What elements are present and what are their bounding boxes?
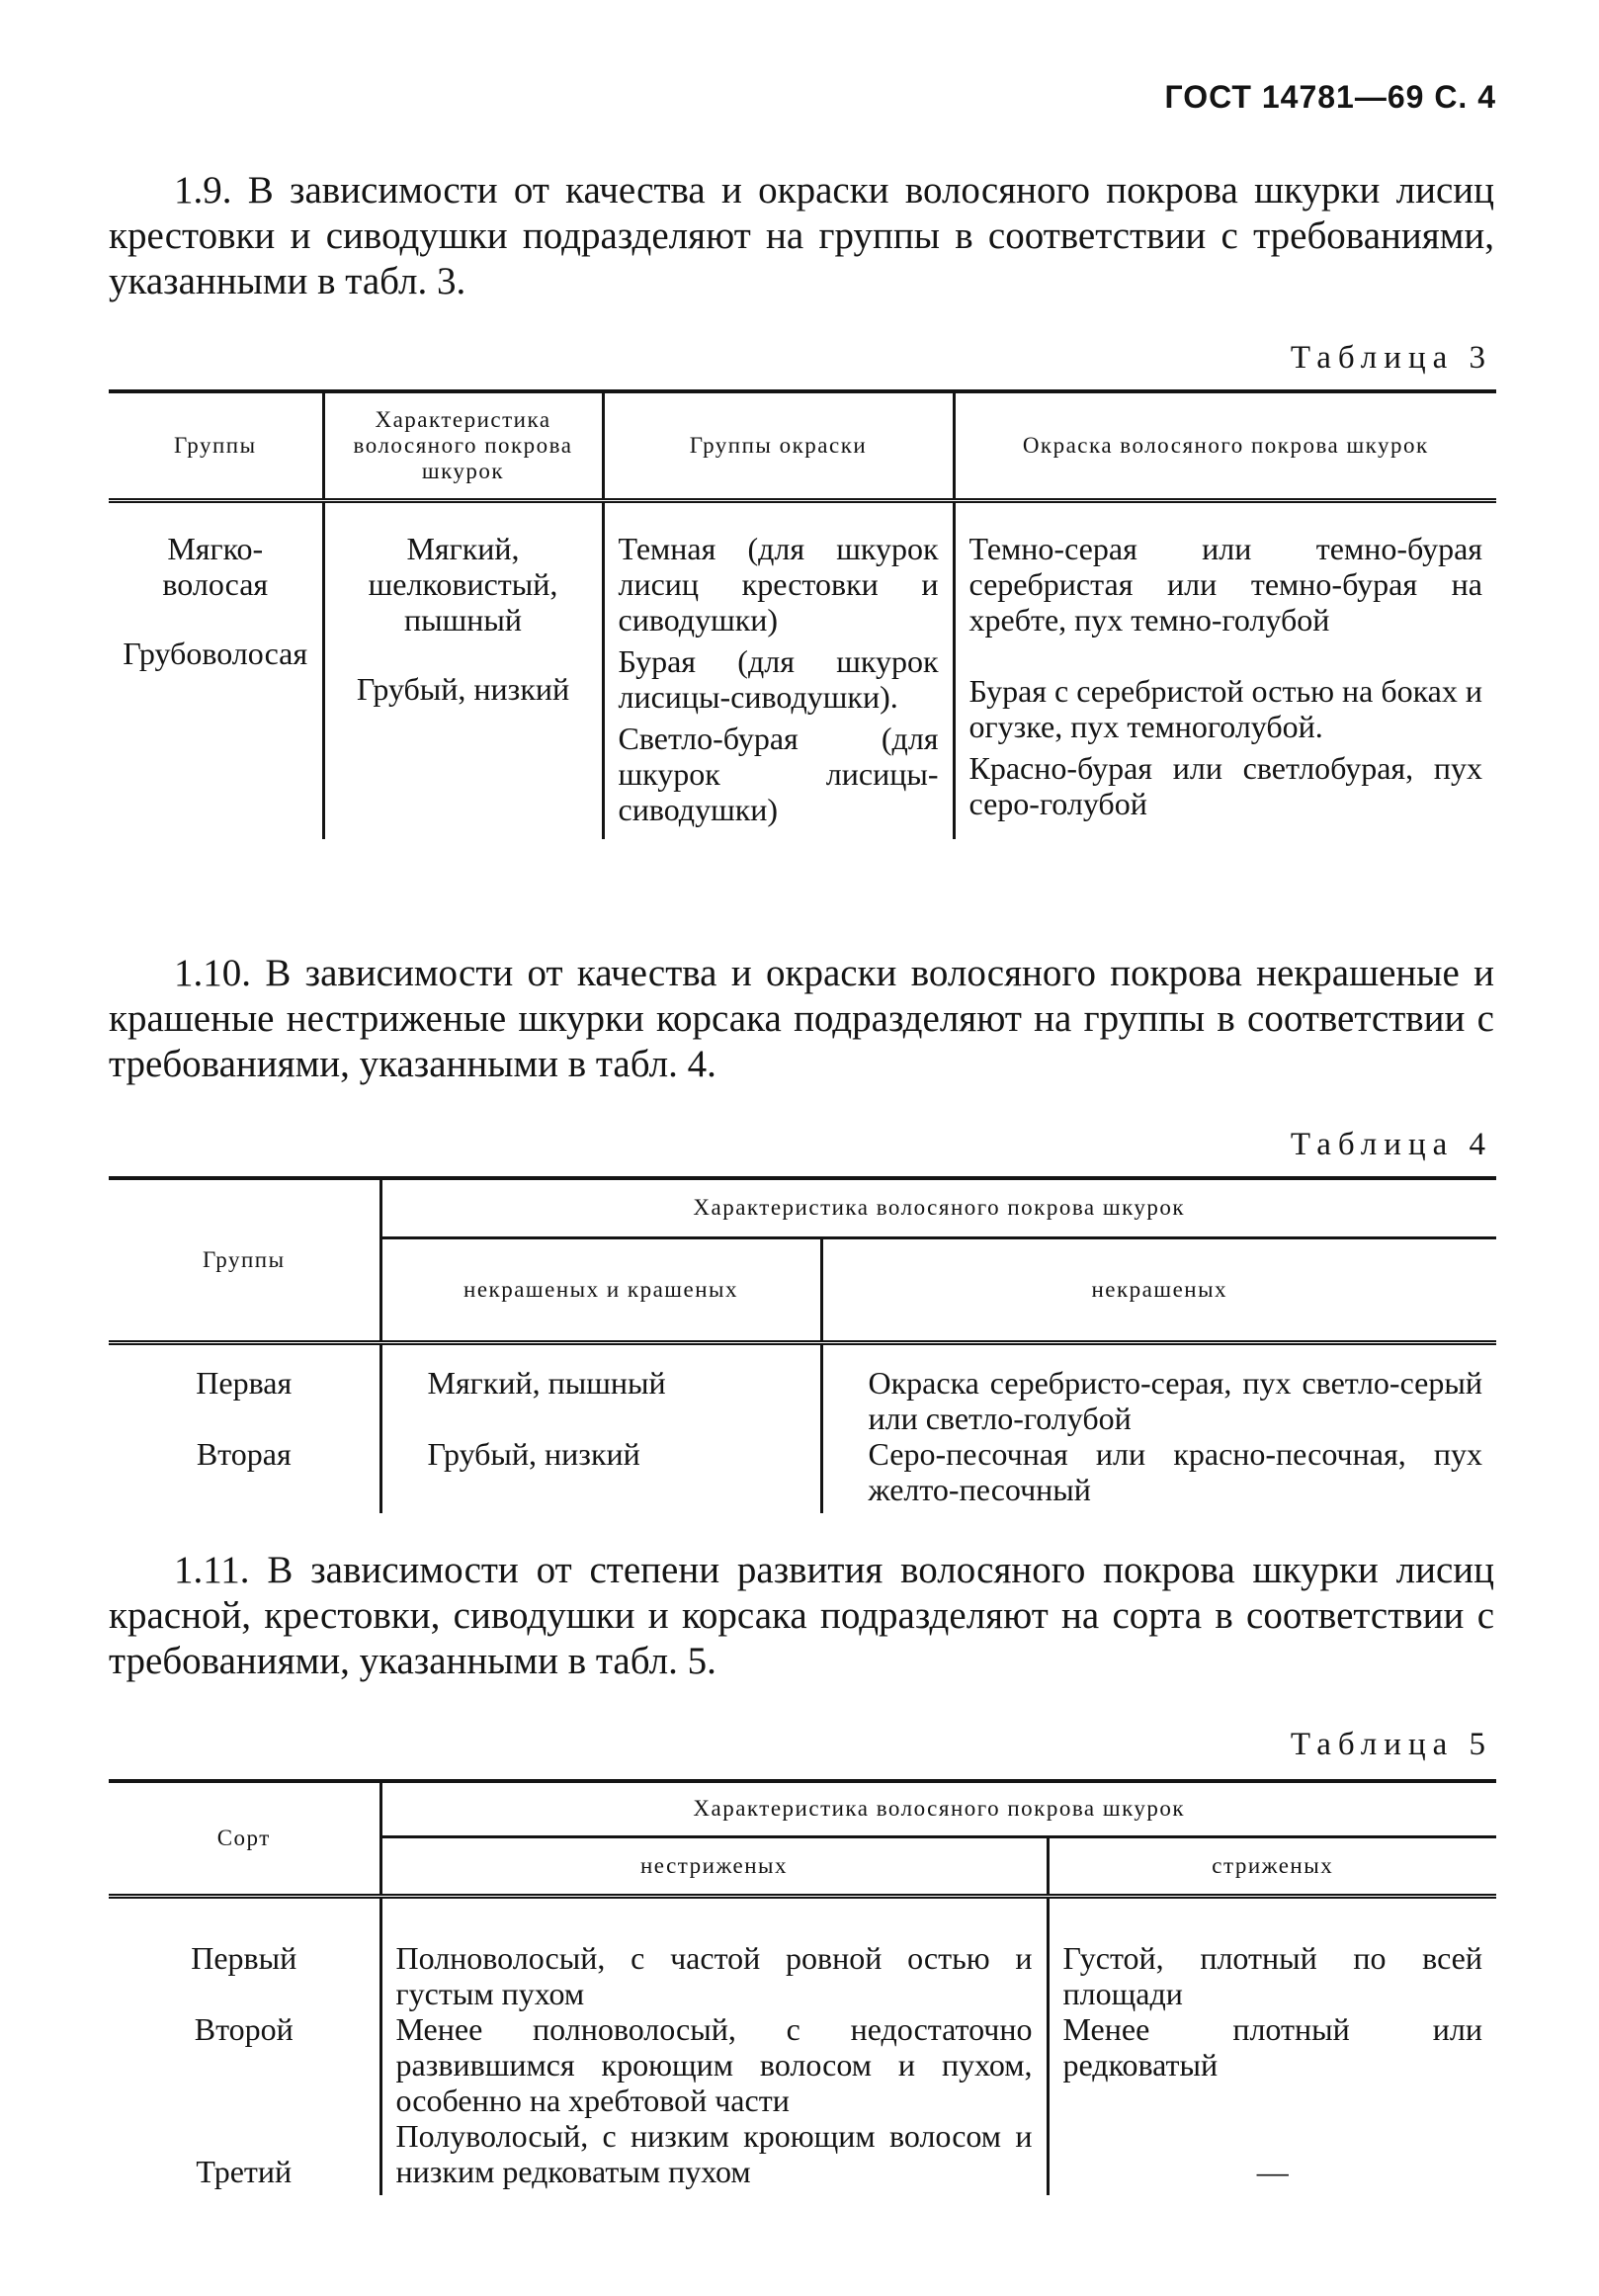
table-cell: — <box>1256 2153 1289 2189</box>
table-cell: Менее плотный или редковатый <box>1062 2010 1482 2083</box>
table-4-caption: Таблица 4 <box>1290 1127 1492 1162</box>
page-header: ГОСТ 14781—69 С. 4 <box>1164 79 1496 115</box>
table-3-header-color-groups: Группы окраски <box>603 391 954 500</box>
table-5-caption: Таблица 5 <box>1290 1727 1492 1762</box>
table-3-caption: Таблица 3 <box>1290 340 1492 376</box>
table-5-sheared-cell <box>1048 1896 1496 2195</box>
table-4-colors-cell <box>821 1342 1496 1513</box>
table-cell: Первая <box>196 1364 293 1401</box>
table-3-color-groups-cell <box>603 500 954 839</box>
table-cell: Бурая (для шкурок лисицы-сиводушки). <box>618 642 939 715</box>
table-cell: Серо-песочная или красно-песочная, пух желто-песочный <box>868 1435 1482 1507</box>
table-4-header-top: Характеристика волосяного покрова шкурок <box>380 1178 1496 1237</box>
table-5 <box>109 1779 1496 2195</box>
table-cell: Бурая с серебристой остью на боках и огузке, пух темноголубой. <box>968 672 1482 744</box>
table-cell: Окраска серебристо-серая, пух светло-серый или светло-голубой <box>868 1364 1482 1436</box>
table-cell: Грубый, низкий <box>356 670 570 707</box>
table-3-hair-cell <box>323 500 603 839</box>
table-cell: Третий <box>196 2153 293 2189</box>
table-cell: Темная (для шкурок лисиц крестовки и сиводушки) <box>618 530 939 638</box>
table-cell: Полуволосый, с низким кроющим волосом и низким редковатым пухом <box>395 2117 1033 2189</box>
paragraph-text: 1.11. В зависимости от степени развития волосяного покрова шкурки лисиц красной, крестовки, сиводушки и корсака подразделяют на сорта в соответствии с требованиями, указанными в табл. 5. <box>109 1549 1494 1682</box>
table-5-unsheared-cell <box>380 1896 1048 2195</box>
table-4-hair-cell <box>380 1342 821 1513</box>
table-cell: Полноволосый, с частой ровной остью и густым пухом <box>395 1939 1033 2011</box>
table-cell: Красно-бурая или светлобурая, пух серо-голубой <box>968 749 1482 821</box>
table-cell: Мягковолосая <box>162 530 269 602</box>
table-3 <box>109 389 1496 839</box>
table-3-header-colors: Окраска волосяного покрова шкурок <box>954 391 1496 500</box>
paragraph-1-10 <box>109 951 1494 1087</box>
table-5-sorts-cell <box>109 1896 380 2195</box>
table-5-header-sub-2: стриженых <box>1048 1836 1496 1896</box>
table-cell: Вторая <box>196 1435 292 1472</box>
table-cell: Первый <box>191 1939 297 1976</box>
paragraph-1-9 <box>109 168 1494 304</box>
table-3-header-groups: Группы <box>173 432 257 458</box>
table-5-header-sort: Сорт <box>216 1825 271 1850</box>
table-cell: Грубоволосая <box>123 635 308 671</box>
table-cell: Грубый, низкий <box>427 1435 640 1472</box>
paragraph-text: 1.9. В зависимости от качества и окраски волосяного покрова шкурки лисиц крестовки и сиводушки подразделяют на группы в соответствии с требованиями, указанными в табл. 3. <box>109 169 1494 302</box>
table-5-header-top: Характеристика волосяного покрова шкурок <box>380 1781 1496 1836</box>
table-cell: Менее полноволосый, с недостаточно развившимся кроющим волосом и пухом, особенно на хребтовой части <box>395 2010 1033 2118</box>
paragraph-1-11 <box>109 1548 1494 1684</box>
table-cell: Темно-серая или темно-бурая серебристая или темно-бурая на хребте, пух темно-голубой <box>968 530 1482 638</box>
table-cell: Мягкий, пышный <box>427 1364 666 1401</box>
table-cell: Светло-бурая (для шкурок лисицы-сиводушки) <box>618 720 939 827</box>
table-4-header-groups: Группы <box>202 1246 286 1272</box>
table-4 <box>109 1176 1496 1513</box>
paragraph-text: 1.10. В зависимости от качества и окраски волосяного покрова некрашеные и крашеные нестриженые шкурки корсака подразделяют на группы в соответствии с требованиями, указанными в табл. 4. <box>109 952 1494 1085</box>
table-3-colors-cell <box>954 500 1496 839</box>
table-5-header-sub-1: нестриженых <box>380 1836 1048 1896</box>
table-4-header-sub-2: некрашеных <box>821 1237 1496 1342</box>
table-cell: Мягкий, шелковистый, пышный <box>368 530 558 638</box>
table-4-groups-cell <box>109 1342 380 1513</box>
table-3-groups-cell <box>109 500 323 839</box>
table-cell: Второй <box>194 2010 294 2047</box>
table-4-header-sub-1: некрашеных и крашеных <box>380 1237 821 1342</box>
table-3-header-hair: Характеристика волосяного покрова шкурок <box>323 391 603 500</box>
table-cell: Густой, плотный по всей площади <box>1062 1939 1482 2011</box>
